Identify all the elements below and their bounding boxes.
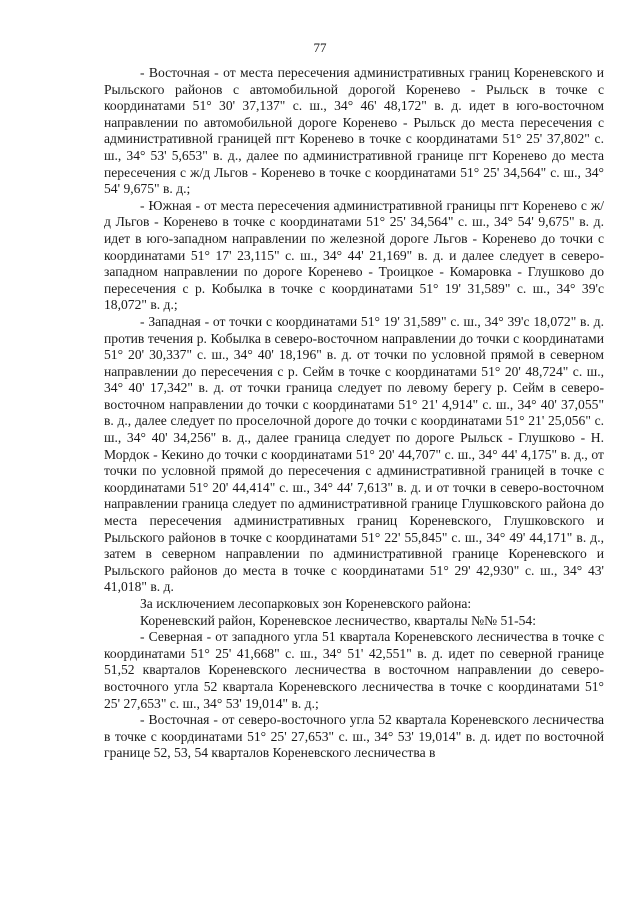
paragraph-district-forestry: Кореневский район, Кореневское лесничество, кварталы №№ 51-54: [140,612,536,628]
paragraph-forest-eastern-boundary: - Восточная - от северо-восточного угла 52 квартала Кореневского лесничества в точке с координатами 51° 25' 27,653" с. ш., 34° 53' 19,014" в. д. идет по восточной границе 52, 53, 54 кварталов Кореневского лесничества в [104,712,604,761]
paragraph-eastern-boundary: - Восточная - от места пересечения административных границ Кореневского и Рыльского районов с автомобильной дорогой Коренево - Рыльск в точке с координатами 51° 30' 37,137" с. ш., 34° 46' 48,172" в. д. идет в юго-восточном направлении по автомобильной дороге Коренево - Рыльск до места пересечения с административной границей пгт Коренево в точке с координатами 51° 25' 37,802" с. ш., 34° 53' 5,653" в. д., далее по административной границе пгт Коренево до места пересечения с ж/д Льгов - Коренево в точке с координатами 51° 25' 34,564" с. ш., 34° 54' 9,675" в. д.; [104,65,604,197]
document-body [104,65,604,762]
paragraph-western-boundary: - Западная - от точки с координатами 51° 19' 31,589" с. ш., 34° 39'с 18,072" в. д. против течения р. Кобылка в северо-восточном направлении до точки с координатами 51° 20' 30,337" с. ш., 34° 40' 18,196" в. д. от точки по условной прямой в северном направлении до пересечения с р. Сейм в точке с координатами 51° 20' 48,724" с. ш., 34° 40' 17,342" в. д. от точки граница следует по левому берегу р. Сейм в северо-восточном направлении до точки с координатами 51° 21' 4,914" с. ш., 34° 40' 37,055" в. д., далее следует по проселочной дороге до точки с координатами 51° 21' 25,056" с. ш., 34° 40' 34,256" в. д., далее граница следует по дороге Рыльск - Глушково - Н. Мордок - Кекино до точки с координатами 51° 20' 44,707" с. ш., 34° 44' 4,175" в. д., от точки по условной прямой до пересечения с административной границей в точке с координатами 51° 20' 44,414" с. ш., 34° 44' 7,613" в. д. и от точки в северо-восточном направлении граница следует по административной границе Глушковского района до места пересечения административных границ Кореневского, Глушковского и Рыльского районов в точке с координатами 51° 22' 55,845" с. ш., 34° 49' 44,171" в. д., затем в северном направлении по административной границе Кореневского и Рыльского районов до места в точке с координатами 51° 29' 42,930" с. ш., 34° 43' 41,018" в. д. [104,313,604,595]
paragraph-southern-boundary: - Южная - от места пересечения административной границы пгт Коренево с ж/д Льгов - Коренево в точке с координатами 51° 25' 34,564" с. ш., 34° 54' 9,675" в. д. идет в юго-западном направлении по железной дороге Льгов - Коренево до точки с координатами 51° 17' 23,115" с. ш., 34° 44' 21,169" в. д. и далее следует в северо-западном направлении по дороге Коренево - Троицкое - Комаровка - Глушково до пересечения с р. Кобылка в точке с координатами 51° 19' 31,589" с. ш., 34° 39'с 18,072" в. д.; [104,197,604,313]
paragraph-forest-northern-boundary: - Северная - от западного угла 51 квартала Кореневского лесничества в точке с координатами 51° 25' 41,668" с. ш., 34° 51' 42,551" в. д. идет по северной границе 51,52 кварталов Кореневского лесничества в восточном направлении до северо-восточного угла 52 квартала Кореневского лесничества в точке с координатами 51° 25' 27,653" с. ш., 34° 53' 19,014" в. д.; [104,629,604,711]
paragraph-exclusion-heading: За исключением лесопарковых зон Кореневского района: [140,596,472,611]
page-number: 77 [313,40,327,55]
